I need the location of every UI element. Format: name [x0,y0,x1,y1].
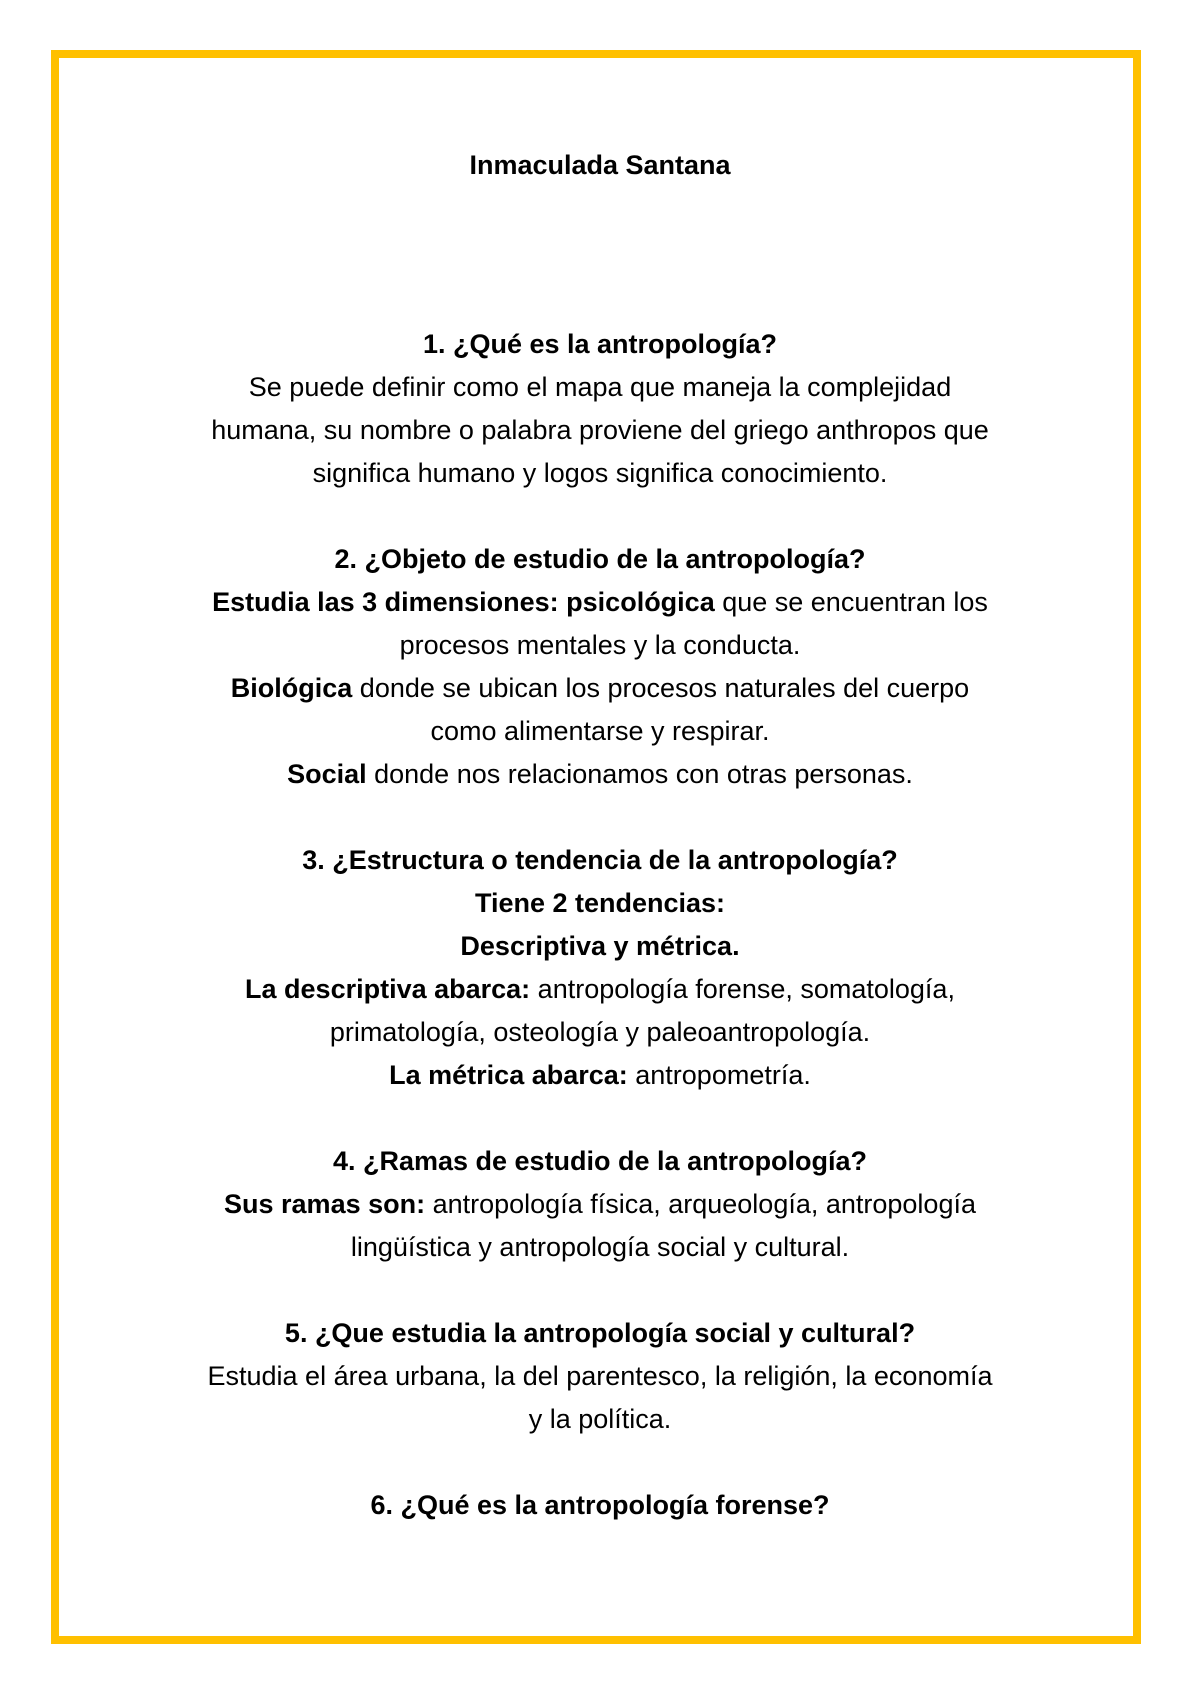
section-4 [200,1140,1000,1269]
section-3 [200,839,1000,1097]
answer-line [200,581,1000,667]
answer-line-bold: Sus ramas son: [224,1189,426,1219]
section-2 [200,538,1000,796]
question-heading: 2. ¿Objeto de estudio de la antropología? [334,544,866,574]
answer-line-text: antropología forense, somatología, primatología, osteología y paleoantropología. [329,974,955,1047]
question-heading: 4. ¿Ramas de estudio de la antropología? [332,1146,868,1176]
answer-line-text: que se encuentran los procesos mentales y la conducta. [399,587,988,660]
answer-line-text: antropología física, arqueología, antropología lingüística y antropología social y cultural. [350,1189,976,1262]
answer-line [200,1054,1000,1097]
answer-line-text: donde se ubican los procesos naturales del cuerpo como alimentarse y respirar. [352,673,970,746]
answer-line-bold: Biológica [230,673,353,703]
document-body [200,323,1000,1527]
answer-line-text: donde nos relacionamos con otras personas. [366,759,913,789]
answer-line [200,1183,1000,1269]
answer-line [200,753,1000,796]
author-name: Inmaculada Santana [469,150,731,180]
answer-line-bold: Social [287,759,367,789]
answer-line-bold: Estudia las 3 dimensiones: psicológica [212,587,715,617]
answer-text: Se puede definir como el mapa que maneja la complejidad humana, su nombre o palabra proviene del griego anthropos que significa humano y logos significa conocimiento. [211,372,989,488]
answer-line [200,667,1000,753]
question-heading: 1. ¿Qué es la antropología? [422,329,778,359]
question-heading: 6. ¿Qué es la antropología forense? [370,1490,830,1520]
section-1 [200,323,1000,495]
question-heading: 3. ¿Estructura o tendencia de la antropología? [302,845,898,875]
answer-text: Estudia el área urbana, la del parentesco, la religión, la economía y la política. [207,1361,993,1434]
answer-line-bold: La descriptiva abarca: [245,974,531,1004]
section-6 [200,1484,1000,1527]
answer-line [200,968,1000,1054]
question-heading: 5. ¿Que estudia la antropología social y cultural? [284,1318,916,1348]
subtitle: Descriptiva y métrica. [460,931,740,961]
section-5 [200,1312,1000,1441]
subtitle: Tiene 2 tendencias: [474,888,726,918]
answer-line-text: antropometría. [627,1060,811,1090]
answer-line-bold: La métrica abarca: [389,1060,628,1090]
